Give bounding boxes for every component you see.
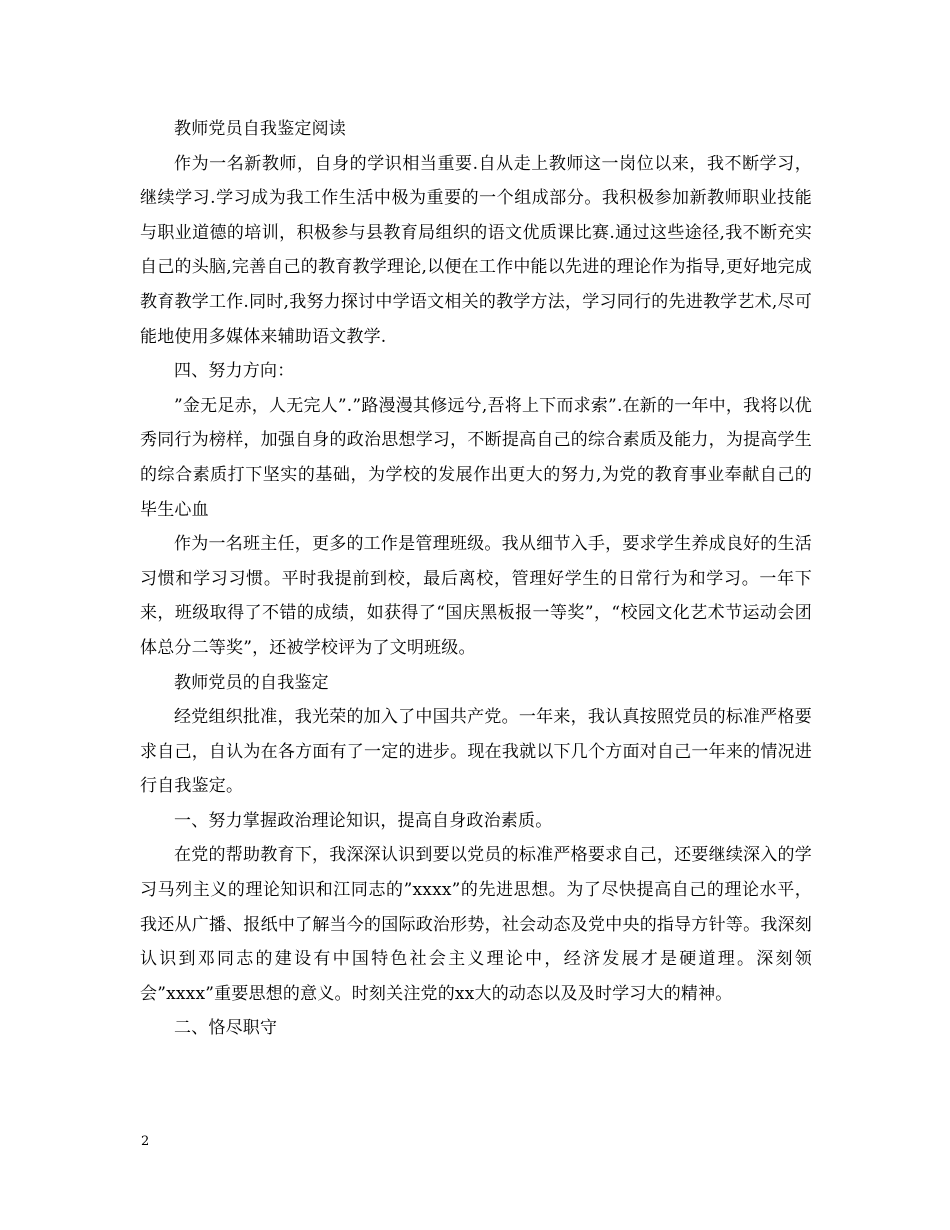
page-number: 2 [141,1134,150,1149]
section-title: 教师党员的自我鉴定 [174,672,329,693]
body-paragraph: 作为一名新教师，自身的学识相当重要.自从走上教师这一岗位以来，我不断学习，继续学习.学习成为我工作生活中极为重要的一个组成部分。我积极参加新教师职业技能与职业道德的培训，积极参与县教育局组织的语文优质课比赛.通过这些途径,我不断充实自己的头脑,完善自己的教育教学理论,以便在工作中能以先进的理论作为指导,更好地完成教育教学工作.同时,我努力探讨中学语文相关的教学方法，学习同行的先进教学艺术,尽可能地使用多媒体来辅助语文教学. [140,153,812,347]
section-heading: 二、恪尽职守 [174,1018,278,1039]
body-paragraph: ”金无足赤，人无完人”.”路漫漫其修远兮,吾将上下而求索”.在新的一年中，我将以优秀同行为榜样，加强自身的政治思想学习，不断提高自己的综合素质及能力，为提高学生的综合素质打下坚实的基础，为学校的发展作出更大的努力,为党的教育事业奉献自己的毕生心血 [140,395,812,520]
section-heading: 四、努力方向： [174,361,295,382]
body-paragraph: 作为一名班主任，更多的工作是管理班级。我从细节入手，要求学生养成良好的生活习惯和学习习惯。平时我提前到校，最后离校，管理好学生的日常行为和学习。一年下来，班级取得了不错的成绩，如获得了“国庆黑板报一等奖”，“校园文化艺术节运动会团体总分二等奖”，还被学校评为了文明班级。 [140,534,812,658]
body-paragraph: 经党组织批准，我光荣的加入了中国共产党。一年来，我认真按照党员的标准严格要求自己，自认为在各方面有了一定的进步。现在我就以下几个方面对自己一年来的情况进行自我鉴定。 [140,707,812,797]
document-body [140,112,812,1046]
section-heading: 一、努力掌握政治理论知识，提高自身政治素质。 [174,810,553,831]
body-paragraph: 在党的帮助教育下，我深深认识到要以党员的标准严格要求自己，还要继续深入的学习马列主义的理论知识和江同志的”xxxx”的先进思想。为了尽快提高自己的理论水平，我还从广播、报纸中了解当今的国际政治形势，社会动态及党中央的指导方针等。我深刻认识到邓同志的建设有中国特色社会主义理论中，经济发展才是硬道理。深刻领会”xxxx”重要思想的意义。时刻关注党的xx大的动态以及及时学习大的精神。 [140,845,812,1004]
section-title: 教师党员自我鉴定阅读 [174,119,346,139]
